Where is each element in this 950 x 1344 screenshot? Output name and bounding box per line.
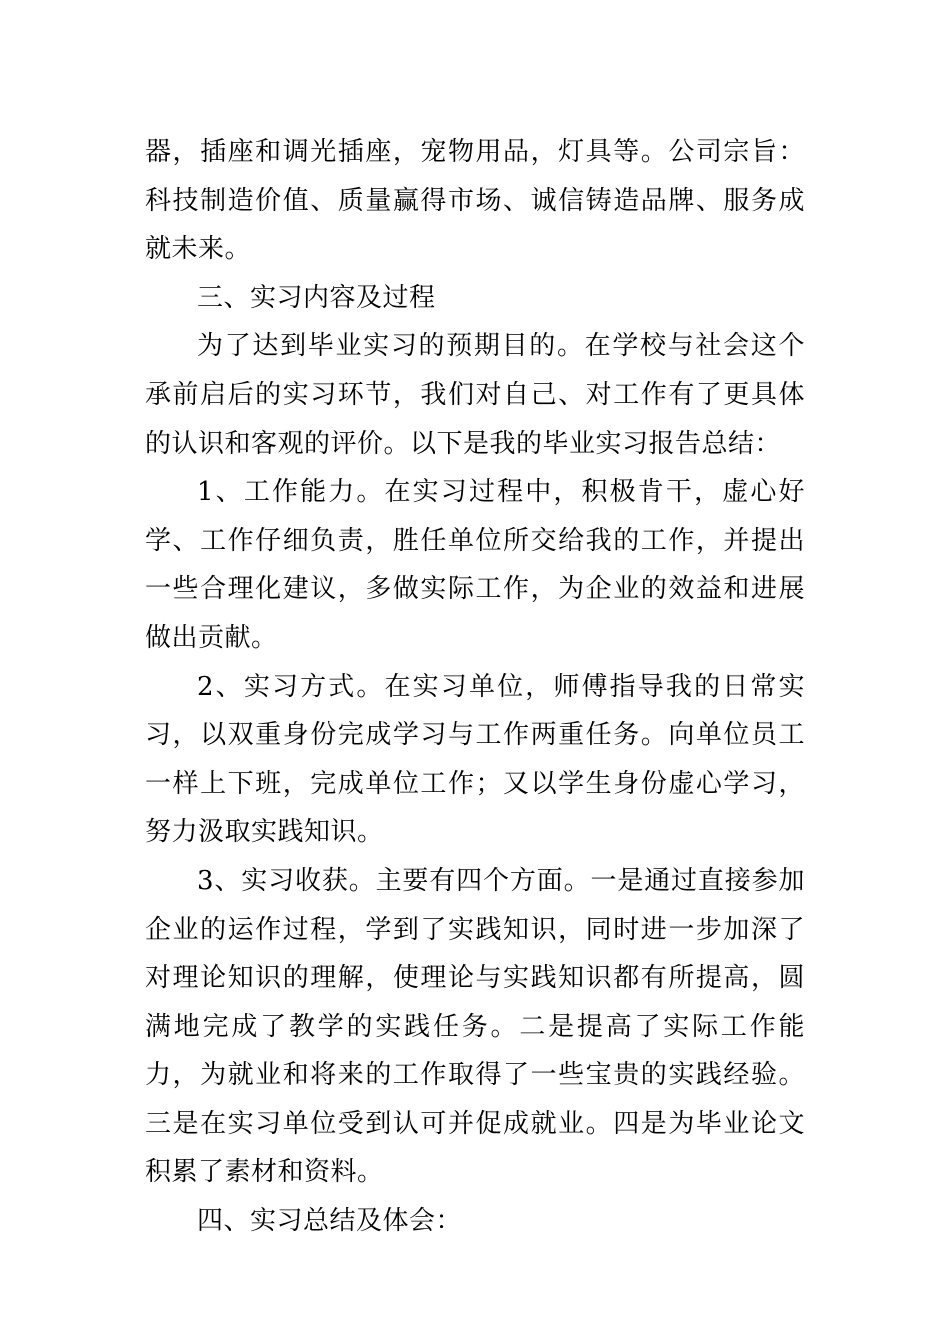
paragraph-item-2: 2、实习方式。在实习单位，师傅指导我的日常实习，以双重身份完成学习与工作两重任务。向单位员工一样上下班，完成单位工作；又以学生身份虚心学习，努力汲取实践知识。 <box>145 671 805 848</box>
section-3-heading: 三、实习内容及过程 <box>197 282 436 313</box>
document-body <box>145 128 805 1246</box>
paragraph-intro-tail: 器，插座和调光插座，宠物用品，灯具等。公司宗旨：科技制造价值、质量赢得市场、诚信铸造品牌、服务成就未来。 <box>145 137 805 265</box>
paragraph-item-3: 3、实习收获。主要有四个方面。一是通过直接参加企业的运作过程，学到了实践知识，同时进一步加深了对理论知识的理解，使理论与实践知识都有所提高，圆满地完成了教学的实践任务。二是提高了实际工作能力，为就业和将来的工作取得了一些宝贵的实践经验。三是在实习单位受到认可并促成就业。四是为毕业论文积累了素材和资料。 <box>145 865 805 1188</box>
paragraph-section-3-intro: 为了达到毕业实习的预期目的。在学校与社会这个承前启后的实习环节，我们对自己、对工作有了更具体的认识和客观的评价。以下是我的毕业实习报告总结： <box>145 331 805 459</box>
paragraph-item-1: 1、工作能力。在实习过程中，积极肯干，虚心好学、工作仔细负责，胜任单位所交给我的工作，并提出一些合理化建议，多做实际工作，为企业的效益和进展做出贡献。 <box>145 477 805 653</box>
section-4-heading: 四、实习总结及体会： <box>197 1206 463 1237</box>
